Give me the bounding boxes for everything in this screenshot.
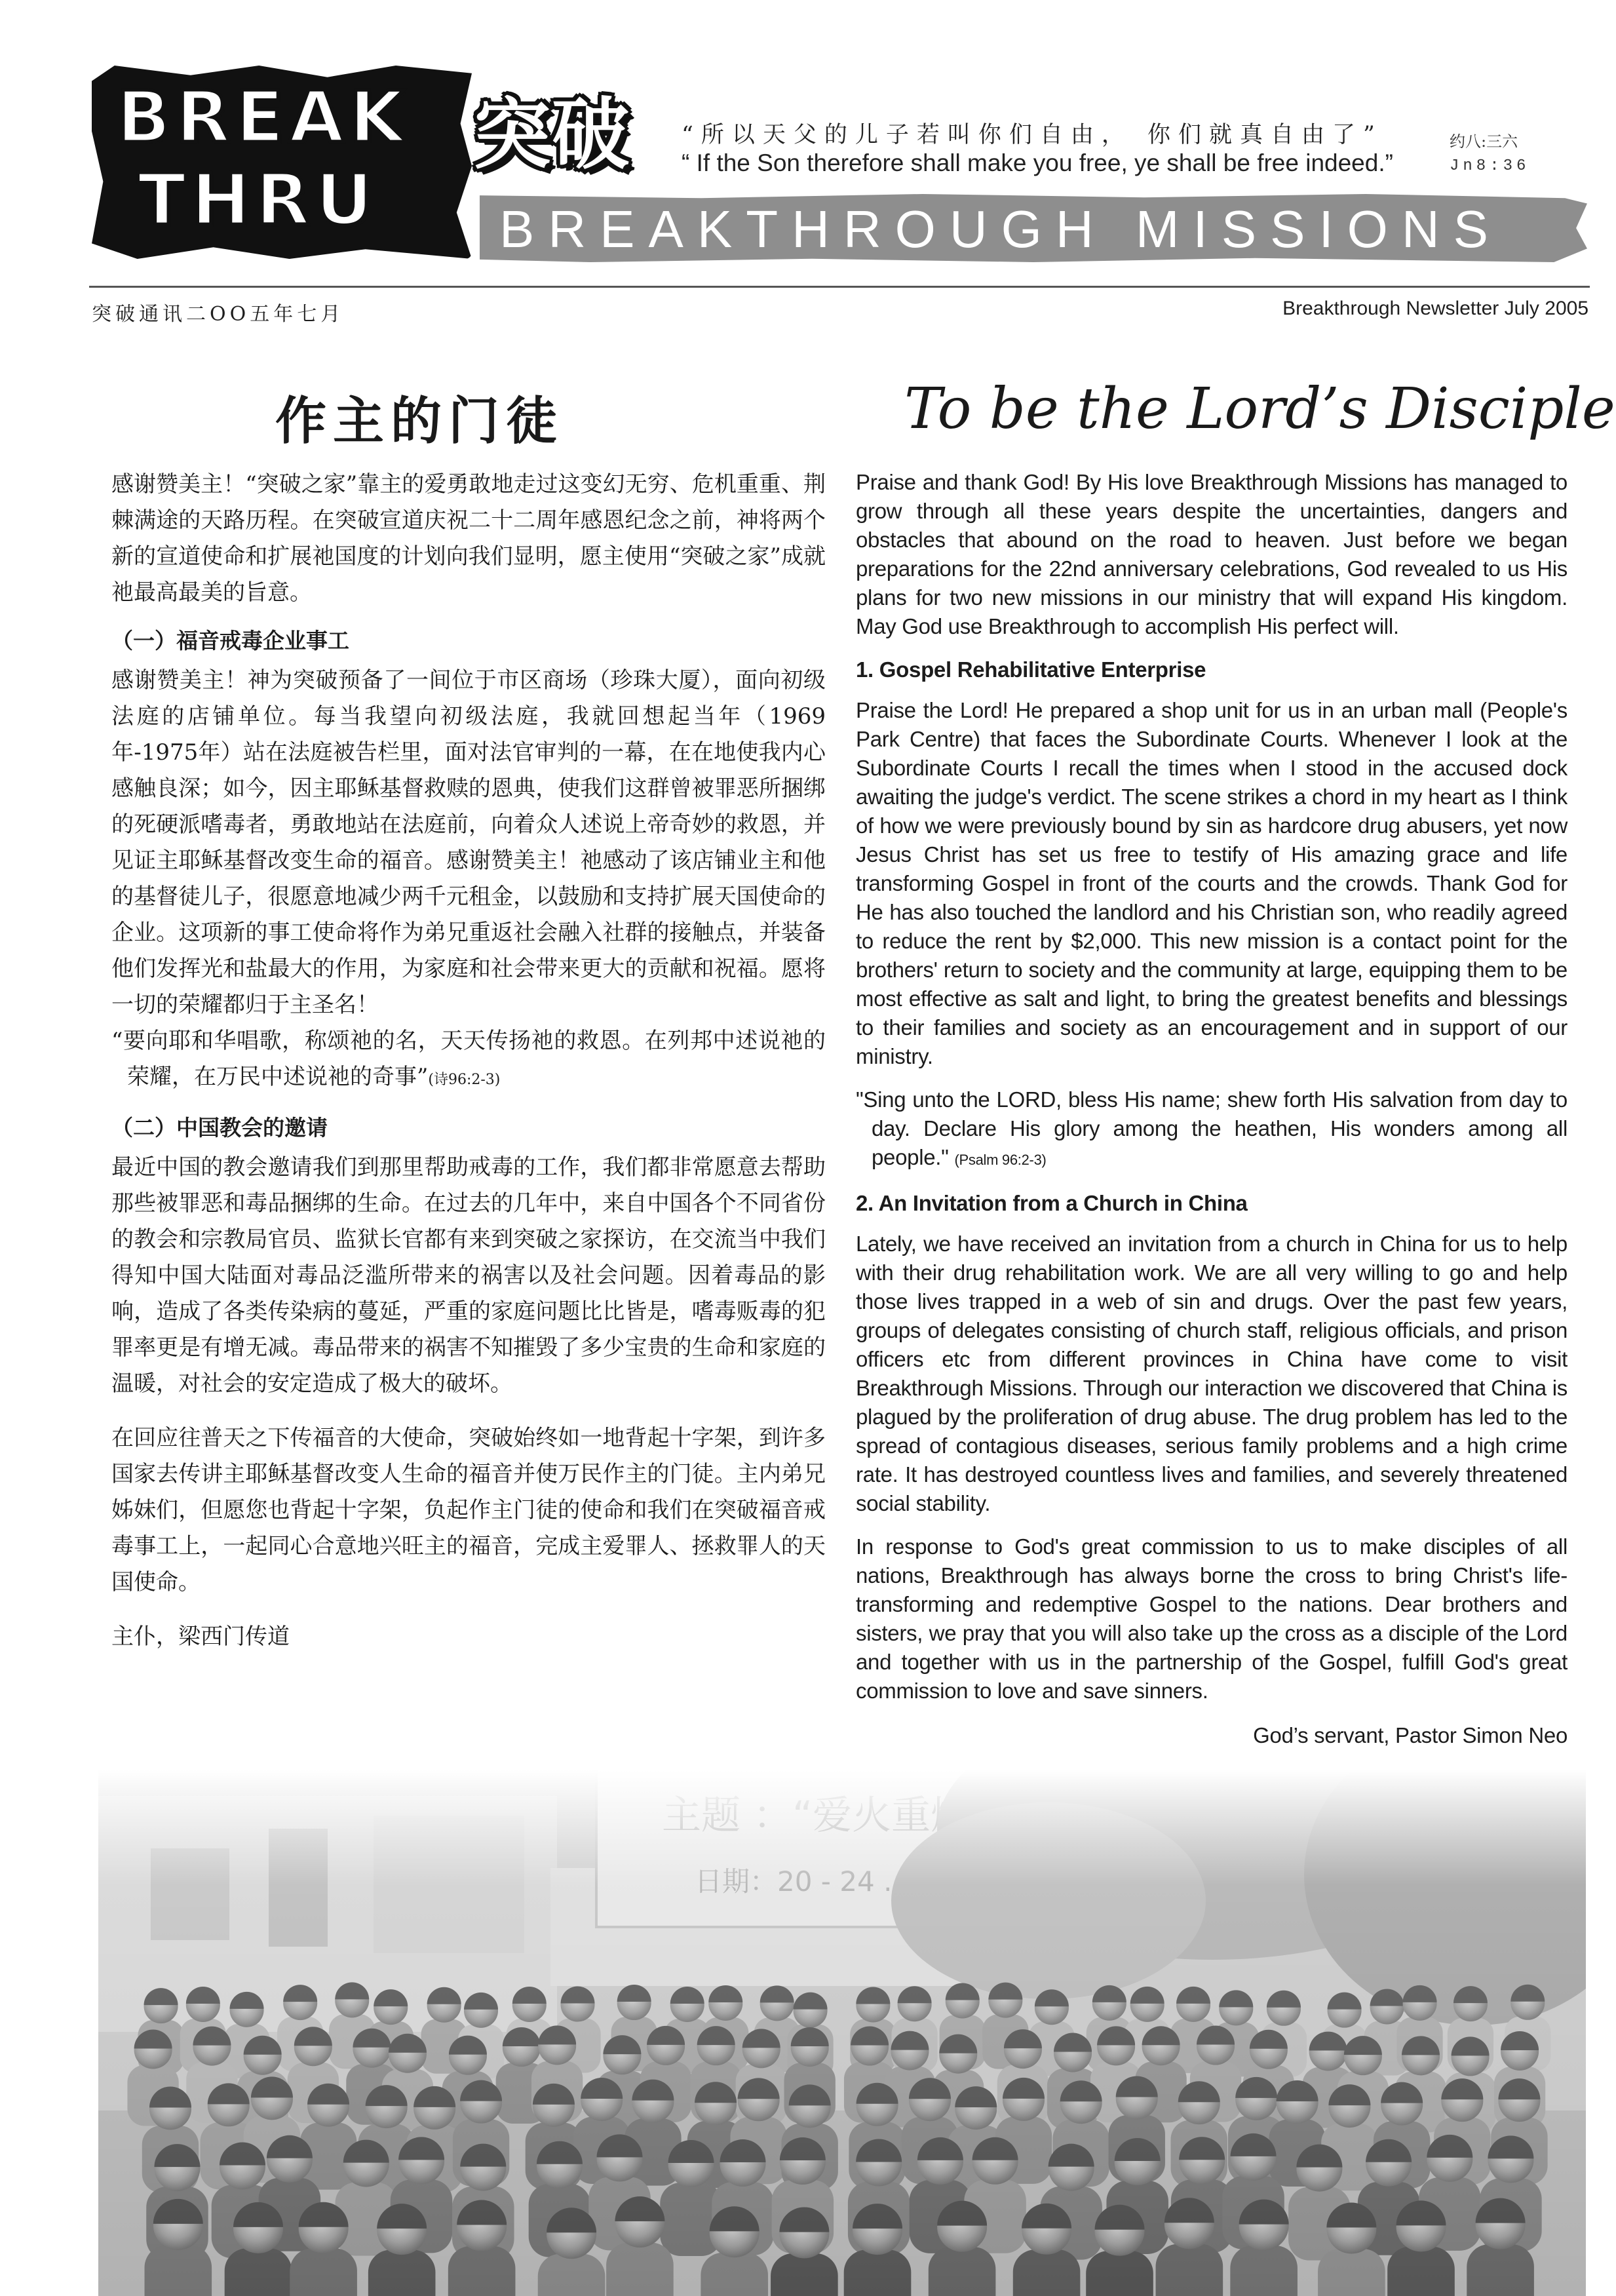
en-paragraph-2: Lately, we have received an invitation from a church in China for us to help with their drug rehabilitation work. We are all very willing to go and help those lives trapped in a web of sin and drugs. Over the past few years, groups of delegates consisting of church staff, religious officials, and prison officers etc from different provinces in China have come to visit Breakthrough Missions. Through our interaction we discovered that China is plagued by the proliferation of drug abuse. The drug problem has led to the spread of contagious diseases, serious family problems and a high crime rate. It has destroyed countless lives and families, and severely threatened social stability. (856, 1232, 1568, 1515)
cn-quote-ref: (诗96:2-3) (428, 1072, 501, 1088)
en-heading-1: 1. Gospel Rehabilitative Enterprise (856, 657, 1206, 682)
header-divider (89, 286, 1590, 288)
en-heading-2: 2. An Invitation from a Church in China (856, 1191, 1248, 1215)
chinese-column (111, 467, 826, 1655)
issue-label-en: Breakthrough Newsletter July 2005 (1282, 298, 1588, 319)
cn-paragraph-2: 最近中国的教会邀请我们到那里帮助戒毒的工作，我们都非常愿意去帮助那些被罪恶和毒品捆绑的生命。在过去的几年中，来自中国各个不同省份的教会和宗教局官员、监狱长官都有来到突破之家探访，在交流当中我们得知中国大陆面对毒品泛滥所带来的祸害以及社会问题。因着毒品的影响，造成了各类传染病的蔓延，严重的家庭问题比比皆是，嗜毒贩毒的犯罪率更是有增无减。毒品带来的祸害不知摧毁了多少宝贵的生命和家庭的温暖，对社会的安定造成了极大的破坏。 (111, 1154, 826, 1397)
logo-chinese: 突破 (473, 89, 631, 180)
en-intro: Praise and thank God! By His love Breakthrough Missions has managed to grow through all these years despite the uncertainties, dangers and obstacles that abound on the road to heaven. Just before we began preparations for the 22nd anniversary celebrations, God revealed to us His plans for two new missions in our ministry that will expand His kingdom. May God use Breakthrough to accomplish His perfect will. (856, 470, 1568, 638)
cn-intro: 感谢赞美主！“突破之家”靠主的爱勇敢地走过这变幻无穷、危机重重、荆棘满途的天路历程。在突破宣道庆祝二十二周年感恩纪念之前，神将两个新的宣道使命和扩展祂国度的计划向我们显明，愿主使用“突破之家”成就祂最高最美的旨意。 (111, 471, 826, 606)
cn-scripture-quote (111, 1023, 826, 1098)
title-english: To be the Lord’s Disciple (904, 376, 1615, 442)
cn-signature: 主仆，梁西门传道 (111, 1624, 290, 1650)
header-verse-en: “ If the Son therefore shall make you free, ye shall be free indeed.” (682, 149, 1393, 176)
cn-heading-2: （二）中国教会的邀请 (111, 1115, 328, 1140)
cn-heading-1: （一）福音戒毒企业事工 (111, 628, 349, 653)
header-verse-ref-cn: 约八:三六 (1450, 132, 1518, 151)
breakthru-logo (92, 66, 472, 259)
mission-name: BREAKTHROUGH MISSIONS (499, 200, 1503, 258)
header-verse-ref-en: Jn8:36 (1450, 157, 1530, 175)
english-column (856, 468, 1568, 1750)
cn-paragraph-3: 在回应往普天之下传福音的大使命，突破始终如一地背起十字架，到许多国家去传讲主耶稣基督改变人生命的福音并使万民作主的门徒。主内弟兄姊妹们，但愿您也背起十字架，负起作主门徒的使命和我们在突破福音戒毒事工上，一起同心合意地兴旺主的福音，完成主爱罪人、拯救罪人的天国使命。 (111, 1425, 826, 1595)
en-scripture-quote (856, 1085, 1568, 1175)
logo-text-break: BREAK (117, 77, 410, 159)
en-paragraph-1: Praise the Lord! He prepared a shop unit for us in an urban mall (People's Park Centre) that faces the Subordinate Courts. Whenever I look at the Subordinate Courts I recall the times when I stood in the accused dock awaiting the judge's verdict. The scene strikes a chord in my heart as I think of how we were previously bound by sin as hardcore drug abusers, yet now Jesus Christ has set us free to testify of His amazing grace and life transforming Gospel in front of the courts and the crowds. Thank God for He has also touched the landlord and his Christian son, who readily agreed to reduce the rent by $2,000. This new mission is a contact point for the brothers' return to society and the community at large, equipping them to be most effective as salt and light, to bring the greatest benefits and blessings to their families and society as an encouragement and in support of our ministry. (856, 698, 1568, 1068)
en-signature: God’s servant, Pastor Simon Neo (1253, 1723, 1568, 1747)
issue-label-cn: 突破通讯二OO五年七月 (92, 303, 345, 326)
en-quote-ref: (Psalm 96:2-3) (954, 1152, 1047, 1168)
logo-text-thru: THRU (138, 159, 378, 241)
cn-quote-text: “要向耶和华唱歌，称颂祂的名，天天传扬祂的救恩。在列邦中述说祂的荣耀，在万民中述说祂的奇事” (111, 1028, 826, 1090)
header-verse-cn: “所以天父的儿子若叫你们自由， 你们就真自由了” (682, 122, 1383, 148)
en-paragraph-3: In response to God's great commission to us to make disciples of all nations, Breakthrough has always borne the cross to bring Christ's life-transforming and redemptive Gospel to the nations. Dear brothers and sisters, we pray that you will also take up the cross as a disciple of the Lord and together with us in the partnership of the Gospel, fulfill God's great commission to love and save sinners. (856, 1534, 1568, 1703)
group-photo (98, 1770, 1586, 2296)
title-chinese: 作主的门徒 (275, 392, 564, 451)
cn-paragraph-1: 感谢赞美主！神为突破预备了一间位于市区商场（珍珠大厦），面向初级法庭的店铺单位。每当我望向初级法庭，我就回想起当年（1969年-1975年）站在法庭被告栏里，面对法官审判的一幕，在在地使我内心感触良深；如今，因主耶稣基督救赎的恩典，使我们这群曾被罪恶所捆绑的死硬派嗜毒者，勇敢地站在法庭前，向着众人述说上帝奇妙的救恩，并见证主耶稣基督改变生命的福音。感谢赞美主！祂感动了该店铺业主和他的基督徒儿子，很愿意地减少两千元租金，以鼓励和支持扩展天国使命的企业。这项新的事工使命将作为弟兄重返社会融入社群的接触点，并装备他们发挥光和盐最大的作用，为家庭和社会带来更大的贡献和祝福。愿将一切的荣耀都归于主圣名！ (111, 667, 826, 1018)
en-quote-text: "Sing unto the LORD, bless His name; shew forth His salvation from day to day. Declare His glory among the heathen, His wonders among all people." (856, 1087, 1568, 1169)
